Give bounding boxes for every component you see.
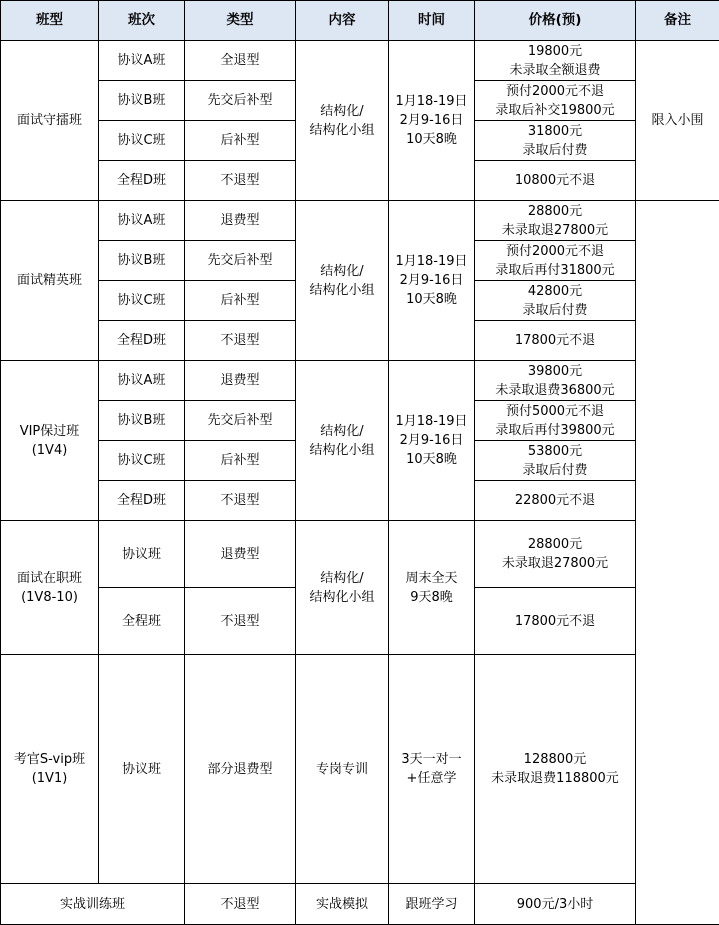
class-cell: 协议A班 — [99, 41, 185, 81]
table-row — [1, 655, 719, 884]
table-row — [1, 41, 719, 81]
price-cell: 预付2000元不退 录取后再付31800元 — [475, 241, 636, 281]
class-cell: 协议C班 — [99, 441, 185, 481]
table-row — [1, 361, 719, 401]
type-cell: 不退型 — [185, 321, 296, 361]
note-cell-empty — [636, 201, 719, 925]
content-cell: 结构化/ 结构化小组 — [296, 201, 389, 361]
header-class-no: 班次 — [99, 1, 185, 41]
header-time: 时间 — [389, 1, 475, 41]
type-cell: 不退型 — [185, 884, 296, 925]
time-cell: 1月18-19日 2月9-16日 10天8晚 — [389, 361, 475, 521]
class-cell: 协议A班 — [99, 361, 185, 401]
note-cell: 限入小围 — [636, 41, 719, 201]
class-cell: 协议班 — [99, 655, 185, 884]
type-cell: 退费型 — [185, 361, 296, 401]
type-cell: 退费型 — [185, 201, 296, 241]
price-cell: 28800元 未录取退27800元 — [475, 521, 636, 588]
type-cell: 先交后补型 — [185, 241, 296, 281]
price-cell: 42800元 录取后付费 — [475, 281, 636, 321]
header-price: 价格(预) — [475, 1, 636, 41]
price-cell: 17800元不退 — [475, 588, 636, 655]
price-cell: 预付5000元不退 录取后再付39800元 — [475, 401, 636, 441]
content-cell: 结构化/ 结构化小组 — [296, 41, 389, 201]
group-name: 实战训练班 — [1, 884, 185, 925]
class-cell: 协议B班 — [99, 81, 185, 121]
class-cell: 全程D班 — [99, 321, 185, 361]
class-cell: 协议B班 — [99, 241, 185, 281]
group-name: 面试在职班 (1V8-10) — [1, 521, 99, 655]
price-cell: 19800元 未录取全额退费 — [475, 41, 636, 81]
type-cell: 后补型 — [185, 121, 296, 161]
class-cell: 协议A班 — [99, 201, 185, 241]
type-cell: 不退型 — [185, 161, 296, 201]
type-cell: 不退型 — [185, 481, 296, 521]
price-cell: 17800元不退 — [475, 321, 636, 361]
time-cell: 1月18-19日 2月9-16日 10天8晚 — [389, 201, 475, 361]
header-type: 类型 — [185, 1, 296, 41]
header-content: 内容 — [296, 1, 389, 41]
class-cell: 协议B班 — [99, 401, 185, 441]
header-note: 备注 — [636, 1, 719, 41]
time-cell: 3天一对一 +任意学 — [389, 655, 475, 884]
price-cell: 900元/3小时 — [475, 884, 636, 925]
table-row — [1, 884, 719, 925]
time-cell: 跟班学习 — [389, 884, 475, 925]
type-cell: 部分退费型 — [185, 655, 296, 884]
header-class-group: 班型 — [1, 1, 99, 41]
price-cell: 10800元不退 — [475, 161, 636, 201]
header-row — [1, 1, 719, 41]
price-cell: 预付2000元不退 录取后补交19800元 — [475, 81, 636, 121]
type-cell: 先交后补型 — [185, 81, 296, 121]
type-cell: 全退型 — [185, 41, 296, 81]
type-cell: 后补型 — [185, 441, 296, 481]
price-cell: 53800元 录取后付费 — [475, 441, 636, 481]
type-cell: 先交后补型 — [185, 401, 296, 441]
group-name: 面试精英班 — [1, 201, 99, 361]
type-cell: 后补型 — [185, 281, 296, 321]
price-cell: 31800元 录取后付费 — [475, 121, 636, 161]
table-row — [1, 201, 719, 241]
time-cell: 周末全天 9天8晚 — [389, 521, 475, 655]
class-cell: 协议班 — [99, 521, 185, 588]
type-cell: 不退型 — [185, 588, 296, 655]
class-cell: 全程D班 — [99, 481, 185, 521]
group-name: VIP保过班 (1V4) — [1, 361, 99, 521]
class-cell: 协议C班 — [99, 121, 185, 161]
group-name: 面试守擂班 — [1, 41, 99, 201]
price-cell: 22800元不退 — [475, 481, 636, 521]
time-cell: 1月18-19日 2月9-16日 10天8晚 — [389, 41, 475, 201]
class-cell: 全程D班 — [99, 161, 185, 201]
content-cell: 专岗专训 — [296, 655, 389, 884]
content-cell: 实战模拟 — [296, 884, 389, 925]
table-row — [1, 521, 719, 588]
class-cell: 全程班 — [99, 588, 185, 655]
group-name: 考官S-vip班 (1V1) — [1, 655, 99, 884]
content-cell: 结构化/ 结构化小组 — [296, 521, 389, 655]
price-cell: 28800元 未录取退27800元 — [475, 201, 636, 241]
content-cell: 结构化/ 结构化小组 — [296, 361, 389, 521]
price-cell: 39800元 未录取退费36800元 — [475, 361, 636, 401]
type-cell: 退费型 — [185, 521, 296, 588]
price-cell: 128800元 未录取退费118800元 — [475, 655, 636, 884]
class-cell: 协议C班 — [99, 281, 185, 321]
